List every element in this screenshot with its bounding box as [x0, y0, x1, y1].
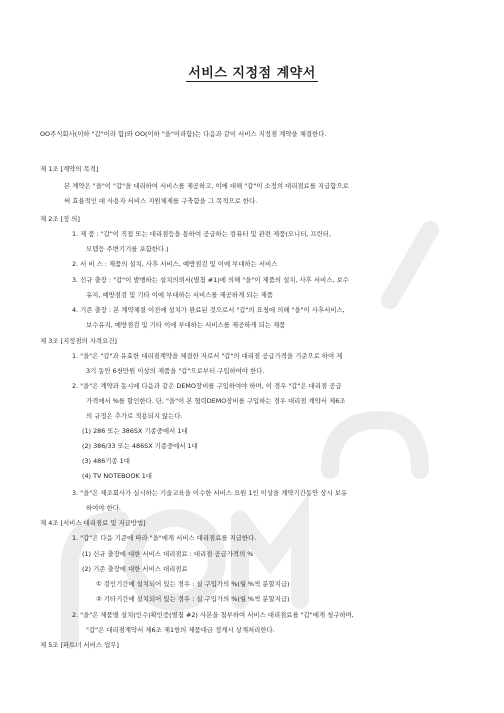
- article-4-subsubitem: ① 검인기간에 설치되어 있는 경우 : 실 구입가의 %(월 %씩 분할지급): [96, 580, 290, 588]
- demo-equipment-item: (1) 286 또는 386SX 기종중에서 1대: [82, 427, 188, 435]
- article-2-item-1-cont: 모뎀등 주변기기를 포함한다.): [86, 245, 169, 253]
- article-4-subitem: (1) 신규 출장에 대한 서비스 대리점료 : 대리점 공급가격의 %: [82, 550, 254, 558]
- article-3-item-3: 3. "을"은 제조회사가 실시하는 기술교육을 이수한 서비스 요원 1인 이상을 계약기간동안 상시 보유: [72, 489, 348, 497]
- article-1-line: 본 계약은 "을"이 "갑"을 대리하여 서비스를 제공하고, 이에 대해 "갑"이 소정의 대리점료를 지급함으로: [64, 182, 349, 190]
- intro-paragraph: OO주식회사(이하 "갑"이라 함)와 OO(이하 "을"이라함)는 다음과 같이 서비스 지정점 계약을 체결한다.: [40, 130, 327, 138]
- demo-equipment-item: (3) 486기종 1대: [82, 457, 130, 465]
- article-4-item-2-cont: "갑"은 대리점계약서 제6조 제1항의 제품대금 정계시 상계처리한다.: [86, 626, 275, 634]
- article-1-heading: 제 1조 [계약의 목적]: [40, 165, 99, 173]
- article-3-item-2-cont: 의 규정은 추가로 적용되지 않는다.: [86, 412, 183, 420]
- article-2-item-4: 4. 기존 출장 : 본 계약체결 이전에 설치가 완료된 것으로서 "갑"의 요청에 의해 "을"이 사후서비스,: [72, 306, 345, 314]
- article-4-item-2: 2. "을"은 제품별 설치(인수)확인증(별첨 #2) 사본을 첨부하여 서비스 대리점료를 "갑"에게 청구하며,: [72, 611, 354, 619]
- article-3-item-1: 1. "을"은 "갑"과 유효한 대리점계약을 체결한 자로서 "갑"의 대리점 공급가격을 기준으로 하여 제: [72, 352, 343, 360]
- article-3-item-3-cont: 하여야 한다.: [86, 504, 121, 512]
- article-2-item-3: 3. 신규 출장 : "갑"이 발행하는 설치의뢰서(별첨 #1)에 의해 "을"이 제품의 설치, 사후 서비스, 보수: [72, 276, 349, 284]
- article-2-item-2: 2. 서 비 스 : 제품의 설치, 사후 서비스, 예방점검 및 이에 부대하는 서비스: [72, 260, 278, 268]
- document-title: 서비스 지정점 계약서: [188, 66, 316, 81]
- article-3-heading: 제 3조 [지정점의 자격요건]: [40, 337, 117, 345]
- article-1-line: 써 효율적인 대 사용자 서비스 지원체제를 구축함을 그 목적으로 한다.: [64, 197, 258, 205]
- article-4-item-1: 1. "갑"은 다음 기준에 따라 "을"에게 서비스 대리점료를 지급한다.: [72, 534, 257, 542]
- title-underline: [186, 81, 318, 82]
- demo-equipment-item: (2) 386/33 또는 486SX 기종중에서 1대: [82, 442, 198, 450]
- article-2-item-3-cont: 유지, 예방점검 및 기타 이에 부대하는 서비스를 제공하게 되는 제품: [86, 291, 273, 299]
- article-4-subsubitem: ② 기타기간에 설치되어 있는 경우 : 실 구입가의 %(월 %씩 분할지급): [96, 595, 290, 603]
- article-3-item-1-cont: 3기 동안 6천만원 이상의 제품을 "갑"으로부터 구입하여야 한다.: [86, 367, 265, 375]
- article-2-item-1: 1. 제 품 : "갑"이 직접 또는 대리점등을 통하여 공급하는 컴퓨터 및 관련 제품(모니터, 프린터,: [72, 230, 332, 238]
- article-3-item-2-cont: 가격에서 %를 할인한다. 단, "을"이 본 협력DEMO장비를 구입하는 경우 대리점 계약서 제6조: [86, 397, 346, 405]
- article-2-item-4-cont: 보수유지, 예방점검 및 기타 이에 부대하는 서비스를 제공하게 되는 제품: [86, 321, 286, 329]
- article-4-heading: 제 4조 [서비스 대리점료 및 지급방법]: [40, 519, 146, 527]
- article-4-subitem: (2) 기존 출장에 대한 서비스 대리점료: [82, 565, 188, 573]
- article-3-item-2: 2. "을"은 계약과 동시에 다음과 같은 DEMO장비를 구입하여야 하며, 이 경우 "갑"은 대리점 공급: [72, 382, 342, 390]
- article-2-heading: 제 2조 [정 의]: [40, 215, 80, 223]
- demo-equipment-item: (4) TV NOTEBOOK 1대: [82, 472, 152, 480]
- article-5-heading: 제 5조 [파트너 서비스 업무]: [40, 641, 119, 649]
